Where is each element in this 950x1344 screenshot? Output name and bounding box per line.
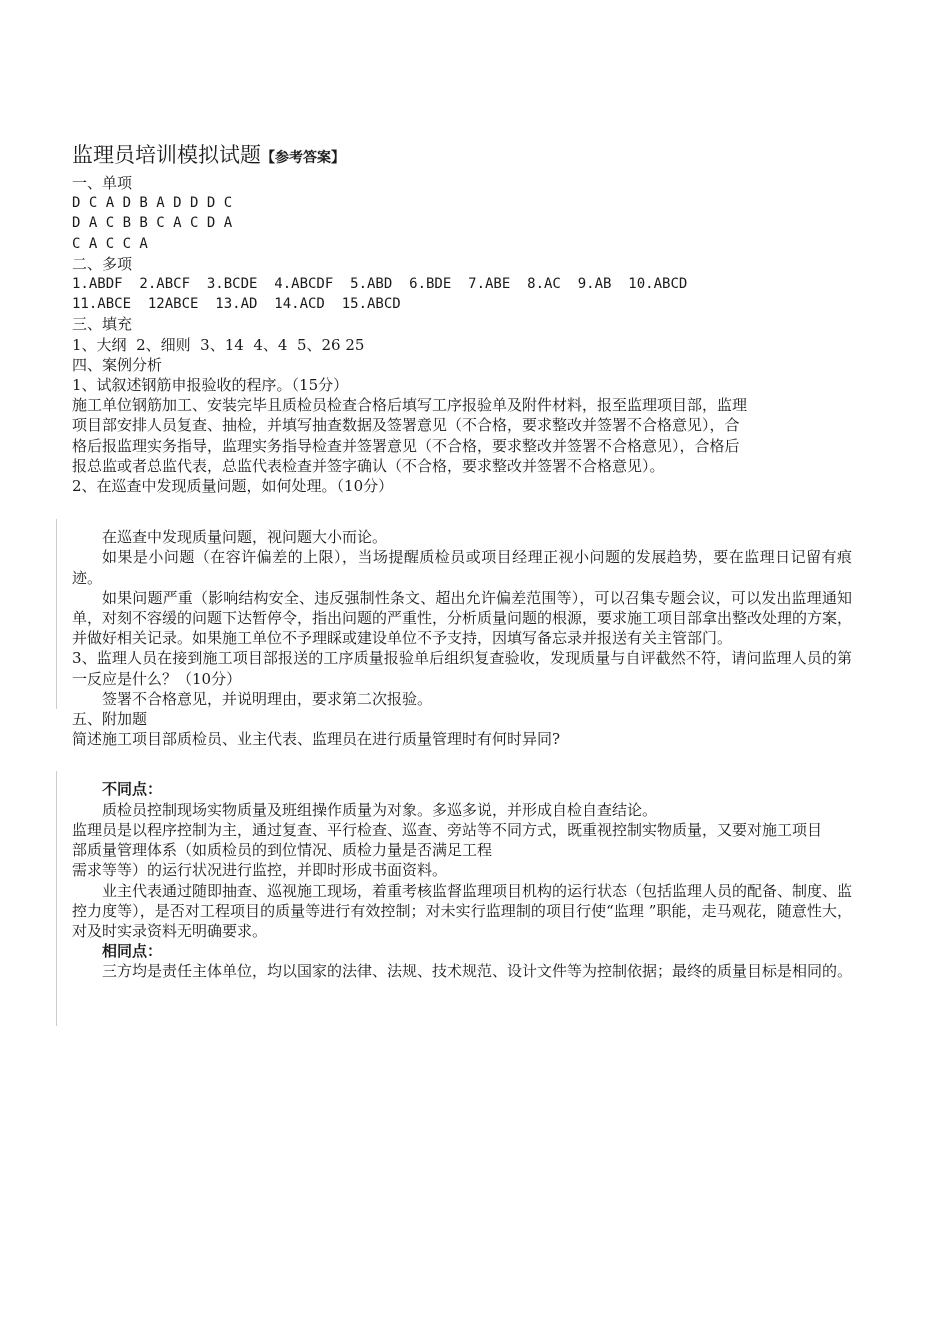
- differences-paragraph-2b: 需求等等）的运行状况进行监控，并即时形成书面资料。: [72, 861, 448, 880]
- case-answer-1-line-4: 报总监或者总监代表，总监代表检查并签字确认（不合格，要求整改并签署不合格意见）。: [72, 456, 665, 475]
- case-answer-3: 签署不合格意见，并说明理由，要求第二次报验。: [102, 689, 433, 708]
- case-question-2: 2、在巡查中发现质量问题，如何处理。（10分）: [72, 477, 394, 496]
- section-extra-heading: 五、附加题: [72, 710, 148, 729]
- title-suffix: 【参考答案】: [261, 150, 345, 166]
- similarities-label: 相同点：: [102, 942, 163, 961]
- case-question-1: 1、试叙述钢筋申报验收的程序。（15分）: [72, 376, 349, 395]
- section-case-heading: 四、案例分析: [72, 355, 163, 374]
- document-page: [72, 140, 852, 982]
- case-answer-1-line-2: 项目部安排人员复查、抽检，并填写抽查数据及签署意见（不合格，要求整改并签署不合格意见），合: [72, 416, 740, 435]
- margin-rule-2: [56, 771, 57, 1026]
- differences-paragraph-3: 业主代表通过随即抽查、巡视施工现场，着重考核监督监理项目机构的运行状态（包括监理人员的配备、制度、监控力度等），是否对工程项目的质量等进行有效控制；对未实行监理制的项目行使“监理 ”职能，走马观花，随意性大，对及时实录资料无明确要求。: [72, 881, 853, 940]
- extra-answer-block: [72, 779, 852, 981]
- differences-label: 不同点：: [102, 780, 163, 799]
- single-answers-row-1: D C A D B A D D D C: [72, 195, 233, 212]
- multi-answers-row-2: 11.ABCE 12ABCE 13.AD 14.ACD 15.ABCD: [72, 296, 401, 313]
- case-question-3: 3、监理人员在接到施工项目部报送的工序质量报验单后组织复查验收，发现质量与自评截然不符，请问监理人员的第一反应是什么？（10分）: [72, 649, 852, 688]
- document-title: [72, 140, 852, 173]
- case-answer-2-paragraph-1: 在巡查中发现质量问题，视问题大小而论。: [102, 528, 388, 547]
- single-answers-row-2: D A C B B C A C D A: [72, 215, 233, 232]
- multi-answers-row-1: 1.ABDF 2.ABCF 3.BCDE 4.ABCDF 5.ABD 6.BDE 7.ABE 8.AC 9.AB 10.ABCD: [72, 276, 688, 293]
- similarities-paragraph-1: 三方均是责任主体单位，均以国家的法律、法规、技术规范、设计文件等为控制依据；最终的质量目标是相同的。: [102, 962, 853, 981]
- differences-paragraph-1: 质检员控制现场实物质量及班组操作质量为对象。多巡多说，并形成自检自查结论。: [102, 800, 658, 819]
- differences-paragraph-2a: 监理员是以程序控制为主，通过复查、平行检查、巡查、旁站等不同方式，既重视控制实物质量，又要对施工项目部质量管理体系（如质检员的到位情况、质检力量是否满足工程: [72, 820, 823, 860]
- title-text: 监理员培训模拟试题: [72, 143, 261, 167]
- case-answer-2-paragraph-3: 如果问题严重（影响结构安全、违反强制性条文、超出允许偏差范围等），可以召集专题会议，可以发出监理通知单，对刻不容缓的问题下达暂停令，指出问题的严重性，分析质量问题的根源，要求施工项目部拿出整改处理的方案，并做好相关记录。如果施工单位不予理睬或建设单位不予支持，因填写备忘录并报送有关主管部门。: [72, 588, 853, 648]
- section-multi-heading: 二、多项: [72, 254, 133, 273]
- case-answer-1-line-1: 施工单位钢筋加工、安装完毕且质检员检查合格后填写工序报验单及附件材料，报至监理项目部，监理: [72, 396, 748, 415]
- fill-answers-row: 1、大纲 2、细则 3、14 4、4 5、26 25: [72, 335, 365, 354]
- margin-rule: [56, 519, 57, 709]
- section-single-heading: 一、单项: [72, 174, 133, 192]
- extra-question: 简述施工项目部质检员、业主代表、监理员在进行质量管理时有何时异同?: [72, 730, 561, 749]
- section-fill-heading: 三、填充: [72, 315, 133, 334]
- case-answer-1-line-3: 格后报监理实务指导，监理实务指导检查并签署意见（不合格，要求整改并签署不合格意见），合格后: [72, 436, 740, 455]
- single-answers-row-3: C A C C A: [72, 235, 148, 252]
- case-answer-2-block: [72, 527, 852, 749]
- case-answer-2-paragraph-2: 如果是小问题（在容许偏差的上限），当场提醒质检员或项目经理正视小问题的发展趋势，要在监理日记留有痕迹。: [72, 548, 852, 587]
